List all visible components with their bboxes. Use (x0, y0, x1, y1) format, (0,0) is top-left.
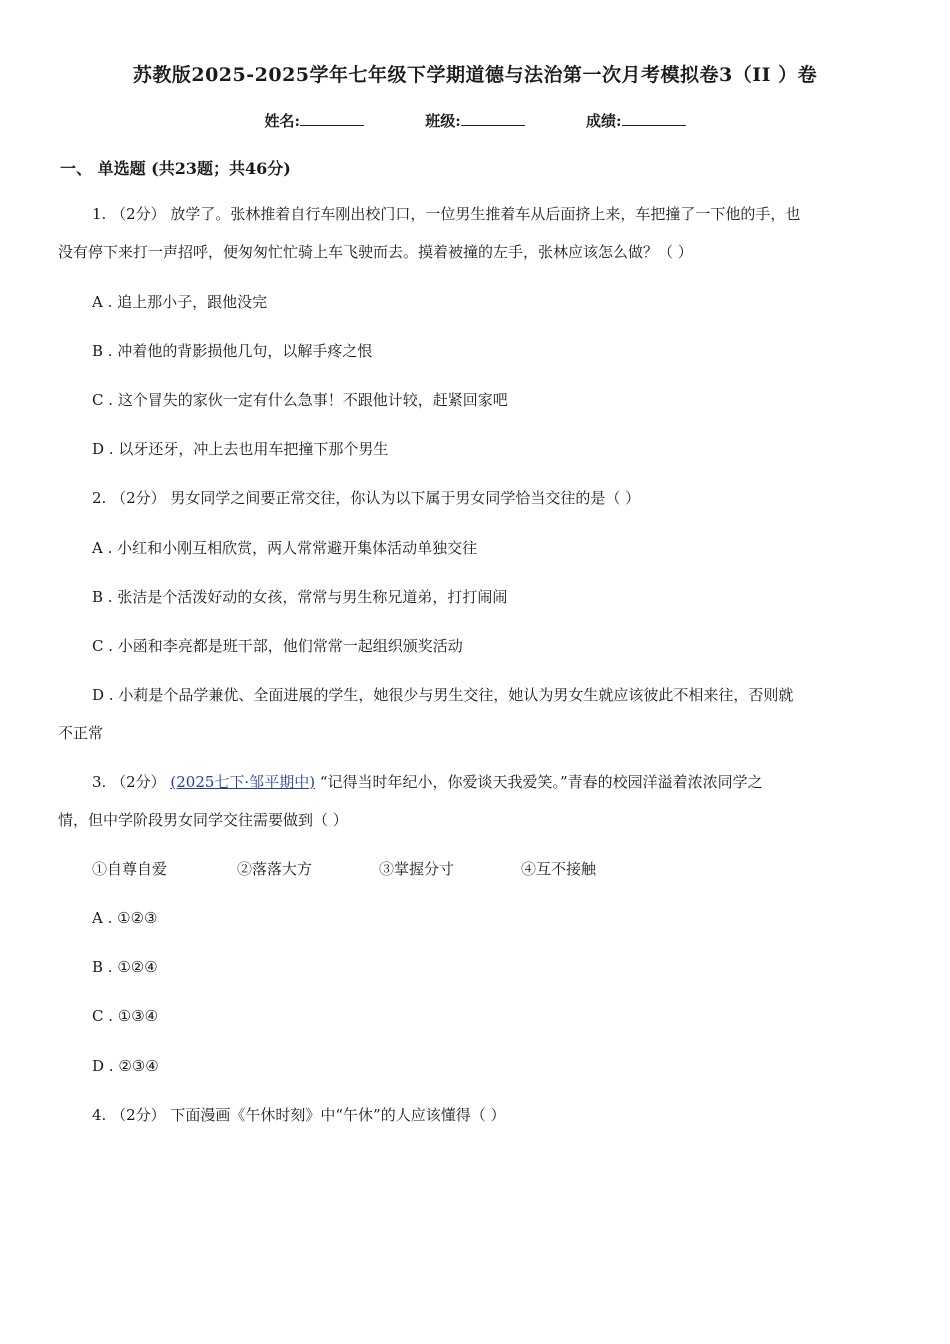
name-field (264, 110, 364, 131)
section-heading: 一、 单选题 (共23题；共46分) (60, 159, 291, 178)
q3-option-b: B . ①②④ (92, 958, 158, 976)
score-field (586, 110, 686, 131)
q3-prefix: 3. （2分） (92, 773, 171, 791)
q2-option-b: B . 张洁是个活泼好动的女孩，常常与男生称兄道弟，打打闹闹 (92, 588, 508, 606)
q3-statement-2: ②落落大方 (237, 860, 313, 878)
name-blank (300, 111, 364, 126)
q3-statement-4: ④互不接触 (521, 860, 597, 878)
q1-option-b: B . 冲着他的背影损他几句，以解手疼之恨 (92, 342, 373, 360)
q2-option-c: C . 小函和李亮都是班干部，他们常常一起组织颁奖活动 (92, 637, 463, 655)
q3-option-c: C . ①③④ (92, 1007, 159, 1025)
page-title: 苏教版2025-2025学年七年级下学期道德与法治第一次月考模拟卷3（II ）卷 (132, 64, 818, 86)
q3-option-d: D . ②③④ (92, 1057, 159, 1075)
q2-option-a: A . 小红和小刚互相欣赏，两人常常避开集体活动单独交往 (92, 539, 478, 557)
q2-stem: 2. （2分） 男女同学之间要正常交往，你认为以下属于男女同学恰当交往的是（ ） (92, 489, 641, 507)
q1-option-a: A . 追上那小子，跟他没完 (92, 293, 268, 311)
score-label: 成绩: (586, 112, 622, 130)
q3-option-a: A . ①②③ (92, 909, 158, 927)
q1-stem-line2: 没有停下来打一声招呼，便匆匆忙忙骑上车飞驶而去。摸着被撞的左手，张林应该怎么做？（ ） (58, 243, 693, 261)
q3-stem-line1 (92, 772, 763, 792)
q3-source-link[interactable]: (2025七下·邹平期中) (170, 773, 316, 791)
q3-stem-line2: 情，但中学阶段男女同学交往需要做到（ ） (58, 811, 348, 829)
q3-stem-text: “记得当时年纪小，你爱谈天我爱笑。”青春的校园洋溢着浓浓同学之 (315, 773, 763, 791)
q1-option-d: D . 以牙还牙，冲上去也用车把撞下那个男生 (92, 440, 389, 458)
q4-stem: 4. （2分） 下面漫画《午休时刻》中“午休”的人应该懂得（ ） (92, 1106, 506, 1124)
student-info-row (0, 110, 950, 131)
q1-option-c: C . 这个冒失的家伙一定有什么急事！不跟他计较，赶紧回家吧 (92, 391, 508, 409)
class-blank (461, 111, 525, 126)
q2-option-d-line1: D . 小莉是个品学兼优、全面进展的学生，她很少与男生交往，她认为男女生就应该彼此不相来往，否则就 (92, 686, 794, 704)
q3-statement-1: ①自尊自爱 (92, 860, 168, 878)
q3-statement-3: ③掌握分寸 (379, 860, 455, 878)
class-field (425, 110, 525, 131)
name-label: 姓名: (264, 112, 300, 130)
score-blank (622, 111, 686, 126)
q1-stem-line1: 1. （2分） 放学了。张林推着自行车刚出校门口，一位男生推着车从后面挤上来，车把撞了一下他的手，也 (92, 205, 801, 223)
q2-option-d-line2: 不正常 (58, 724, 104, 742)
q3-statements (92, 859, 596, 879)
class-label: 班级: (425, 112, 461, 130)
